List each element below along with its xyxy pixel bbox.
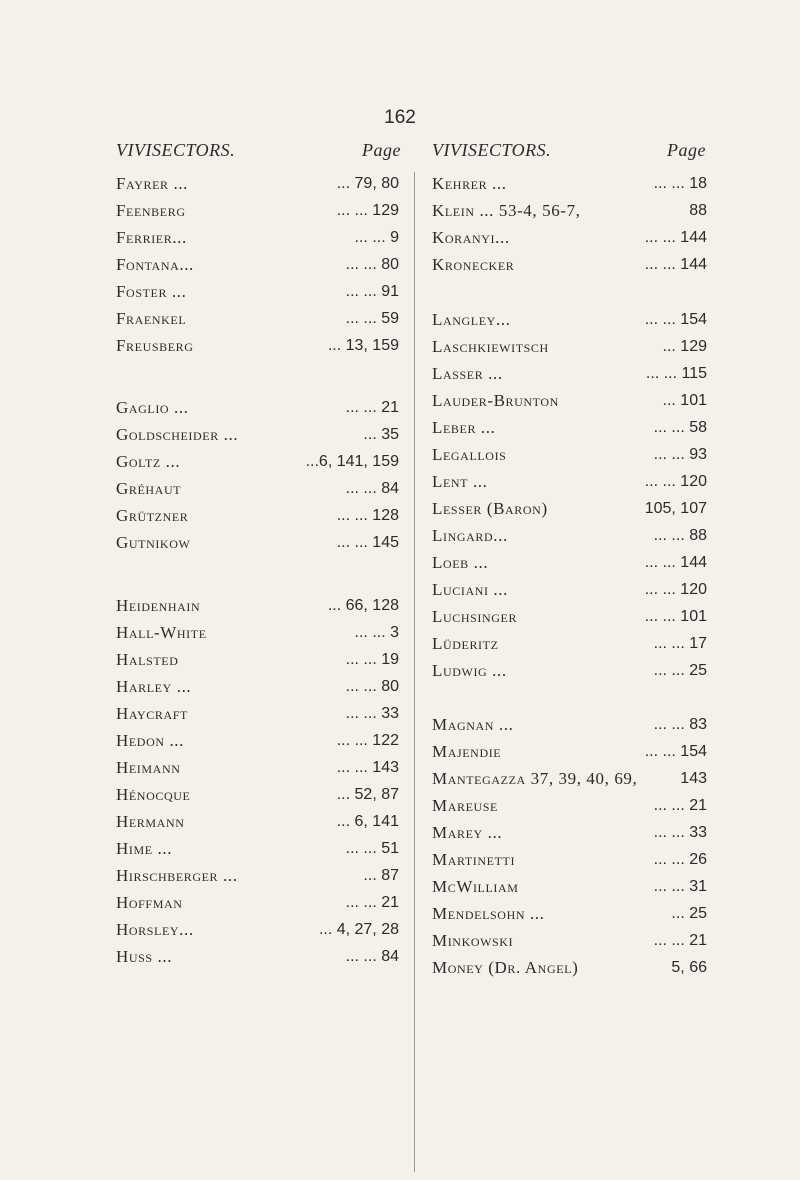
index-entry <box>432 199 707 223</box>
index-entry <box>116 280 399 304</box>
entry-name: Lasser ... <box>432 364 503 383</box>
entry-name: Hall-White <box>116 623 207 642</box>
index-entry <box>432 821 707 845</box>
index-entry <box>432 875 707 899</box>
entry-name: Hénocque <box>116 785 191 804</box>
entry-pages: ... ... 21 <box>345 894 399 911</box>
index-entry <box>432 605 707 629</box>
index-entry <box>432 497 707 521</box>
index-entry <box>116 477 399 501</box>
entry-pages: ... 87 <box>363 867 399 884</box>
entry-pages: ... ... 144 <box>644 256 707 273</box>
entry-name: Lauder-Brunton <box>432 391 559 410</box>
index-entry <box>432 551 707 575</box>
left-column-page-label: Page <box>362 140 401 160</box>
index-entry <box>116 810 399 834</box>
entry-pages: ... ... 19 <box>345 651 399 668</box>
entry-pages: ... ... 21 <box>653 797 707 814</box>
index-entry <box>432 902 707 926</box>
index-entry <box>116 253 399 277</box>
entry-name: Hirschberger ... <box>116 866 238 885</box>
index-entry <box>116 594 399 618</box>
entry-name: Goldscheider ... <box>116 425 239 444</box>
index-entry <box>116 864 399 888</box>
entry-name: Ferrier... <box>116 228 187 247</box>
entry-pages: ... ... 128 <box>336 507 399 524</box>
entry-pages: ... ... 58 <box>653 419 707 436</box>
entry-name: Money (Dr. Angel) <box>432 958 579 977</box>
index-entry <box>116 783 399 807</box>
entry-pages: ... ... 33 <box>653 824 707 841</box>
index-entry <box>432 253 707 277</box>
entry-name: Magnan ... <box>432 715 514 734</box>
index-entry <box>116 531 399 555</box>
index-entry <box>432 362 707 386</box>
entry-name: Hedon ... <box>116 731 185 750</box>
entry-pages: ... ... 154 <box>644 311 707 328</box>
entry-name: Loeb ... <box>432 553 489 572</box>
entry-pages: ... ... 3 <box>354 624 399 641</box>
entry-pages: ... ... 59 <box>345 310 399 327</box>
entry-name: Gaglio ... <box>116 398 189 417</box>
entry-name: Horsley... <box>116 920 194 939</box>
index-entry <box>432 308 707 332</box>
index-entry <box>432 956 707 980</box>
index-entry <box>432 659 707 683</box>
entry-name: Goltz ... <box>116 452 181 471</box>
index-entry <box>432 470 707 494</box>
entry-pages: ... 52, 87 <box>336 786 399 803</box>
entry-pages: ... ... 145 <box>336 534 399 551</box>
index-entry <box>432 524 707 548</box>
entry-pages: ... 66, 128 <box>327 597 399 614</box>
index-entry <box>116 226 399 250</box>
index-entry <box>116 729 399 753</box>
entry-name: Foster ... <box>116 282 187 301</box>
entry-pages: ... ... 17 <box>653 635 707 652</box>
entry-pages: ... ... 18 <box>653 175 707 192</box>
entry-pages: 5, 66 <box>671 959 707 976</box>
index-entry <box>432 226 707 250</box>
right-column-title: VIVISECTORS. <box>432 140 552 160</box>
index-entry <box>432 335 707 359</box>
entry-name: McWilliam <box>432 877 519 896</box>
entry-pages: ... ... 84 <box>345 480 399 497</box>
index-entry <box>432 416 707 440</box>
entry-name: Haycraft <box>116 704 188 723</box>
index-entry <box>432 632 707 656</box>
entry-pages: ... ... 9 <box>354 229 399 246</box>
entry-pages: ... ... 21 <box>345 399 399 416</box>
entry-name: Freusberg <box>116 336 194 355</box>
entry-pages: ... 129 <box>662 338 707 355</box>
entry-pages: ... ... 129 <box>336 202 399 219</box>
entry-name: Huss ... <box>116 947 173 966</box>
index-entry <box>116 837 399 861</box>
entry-name: Halsted <box>116 650 179 669</box>
index-entry <box>432 740 707 764</box>
entry-name: Mantegazza 37, 39, 40, 69, <box>432 769 638 788</box>
column-divider <box>414 172 415 1172</box>
page-number: 162 <box>384 107 416 128</box>
entry-pages: ... ... 80 <box>345 256 399 273</box>
entry-name: Hermann <box>116 812 185 831</box>
entry-pages: ... ... 91 <box>345 283 399 300</box>
index-entry <box>432 443 707 467</box>
entry-name: Lüderitz <box>432 634 499 653</box>
entry-name: Gutnikow <box>116 533 191 552</box>
entry-pages: ... ... 25 <box>653 662 707 679</box>
entry-name: Heidenhain <box>116 596 201 615</box>
index-entry <box>432 578 707 602</box>
entry-pages: ... ... 120 <box>644 473 707 490</box>
entry-name: Hoffman <box>116 893 183 912</box>
index-entry <box>432 848 707 872</box>
entry-name: Langley... <box>432 310 511 329</box>
right-column-page-label: Page <box>667 140 706 160</box>
entry-pages: ... 13, 159 <box>327 337 399 354</box>
index-entry <box>116 172 399 196</box>
index-entry <box>116 675 399 699</box>
index-entry <box>116 199 399 223</box>
entry-pages: ... ... 144 <box>644 554 707 571</box>
entry-pages: ... 79, 80 <box>336 175 399 192</box>
index-entry <box>116 918 399 942</box>
entry-pages: 105, 107 <box>644 500 707 517</box>
entry-name: Luciani ... <box>432 580 508 599</box>
entry-name: Fraenkel <box>116 309 187 328</box>
entry-pages: ...6, 141, 159 <box>305 453 399 470</box>
index-entry <box>432 713 707 737</box>
entry-name: Mendelsohn ... <box>432 904 545 923</box>
entry-pages: ... ... 93 <box>653 446 707 463</box>
entry-pages: ... 25 <box>671 905 707 922</box>
entry-name: Kronecker <box>432 255 515 274</box>
entry-name: Fayrer ... <box>116 174 189 193</box>
index-entry <box>116 504 399 528</box>
entry-pages: ... ... 31 <box>653 878 707 895</box>
entry-pages: 143 <box>680 770 707 787</box>
entry-pages: ... 6, 141 <box>336 813 399 830</box>
entry-pages: ... 4, 27, 28 <box>318 921 399 938</box>
index-entry <box>432 794 707 818</box>
entry-name: Grützner <box>116 506 189 525</box>
left-column-title: VIVISECTORS. <box>116 140 236 160</box>
entry-name: Kehrer ... <box>432 174 507 193</box>
index-entry <box>432 172 707 196</box>
entry-pages: ... ... 26 <box>653 851 707 868</box>
index-entry <box>116 621 399 645</box>
entry-pages: ... ... 115 <box>645 365 707 382</box>
index-entry <box>116 423 399 447</box>
entry-name: Legallois <box>432 445 507 464</box>
entry-pages: ... ... 120 <box>644 581 707 598</box>
entry-pages: ... ... 83 <box>653 716 707 733</box>
index-entry <box>432 389 707 413</box>
entry-pages: ... ... 154 <box>644 743 707 760</box>
entry-pages: ... ... 101 <box>644 608 707 625</box>
entry-pages: ... ... 80 <box>345 678 399 695</box>
index-entry <box>116 334 399 358</box>
entry-name: Feenberg <box>116 201 186 220</box>
index-entry <box>116 648 399 672</box>
index-entry <box>116 450 399 474</box>
entry-name: Hime ... <box>116 839 173 858</box>
entry-name: Laschkiewitsch <box>432 337 549 356</box>
index-entry <box>116 945 399 969</box>
entry-pages: ... 101 <box>662 392 707 409</box>
entry-name: Lesser (Baron) <box>432 499 548 518</box>
entry-pages: ... ... 144 <box>644 229 707 246</box>
entry-name: Luchsinger <box>432 607 518 626</box>
entry-name: Fontana... <box>116 255 194 274</box>
entry-pages: ... ... 122 <box>336 732 399 749</box>
index-entry <box>116 396 399 420</box>
index-entry <box>116 307 399 331</box>
entry-name: Mareuse <box>432 796 498 815</box>
entry-pages: ... ... 84 <box>345 948 399 965</box>
index-entry <box>116 702 399 726</box>
entry-pages: ... ... 51 <box>345 840 399 857</box>
entry-name: Minkowski <box>432 931 514 950</box>
index-entry <box>116 756 399 780</box>
entry-pages: ... ... 33 <box>345 705 399 722</box>
index-entry <box>432 929 707 953</box>
entry-name: Martinetti <box>432 850 516 869</box>
entry-name: Leber ... <box>432 418 496 437</box>
entry-pages: ... ... 88 <box>653 527 707 544</box>
entry-pages: ... 35 <box>363 426 399 443</box>
index-entry <box>116 891 399 915</box>
entry-name: Marey ... <box>432 823 503 842</box>
entry-name: Lingard... <box>432 526 508 545</box>
entry-pages: 88 <box>689 202 707 219</box>
entry-pages: ... ... 143 <box>336 759 399 776</box>
entry-pages: ... ... 21 <box>653 932 707 949</box>
entry-name: Majendie <box>432 742 502 761</box>
entry-name: Ludwig ... <box>432 661 507 680</box>
entry-name: Harley ... <box>116 677 192 696</box>
entry-name: Heimann <box>116 758 181 777</box>
index-entry <box>432 767 707 791</box>
entry-name: Gréhaut <box>116 479 182 498</box>
entry-name: Klein ... 53-4, 56-7, <box>432 201 581 220</box>
entry-name: Koranyi... <box>432 228 510 247</box>
entry-name: Lent ... <box>432 472 488 491</box>
